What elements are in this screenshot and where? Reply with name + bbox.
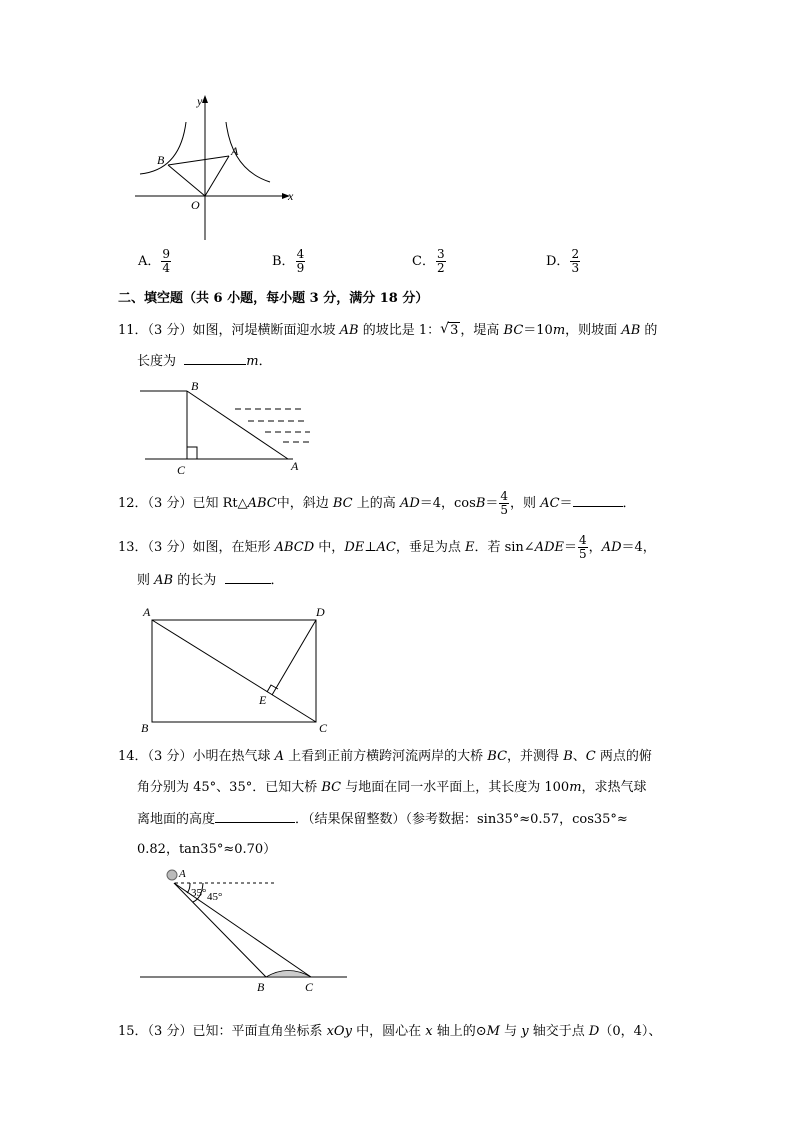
q14-answer-blank[interactable] bbox=[215, 810, 295, 823]
q13-line1: 13．（3 分）如图，在矩形 ABCD 中，DE⊥AC，垂足为点 E．若 sin∠ADE＝ $\frac{4}{5}$ ，AD＝4， bbox=[118, 533, 656, 561]
q10-option-a[interactable]: A． $\frac{9}{4}$ bbox=[138, 247, 171, 275]
q13-figure bbox=[135, 600, 335, 736]
label-e: E bbox=[259, 693, 267, 707]
label-c: C bbox=[177, 463, 186, 477]
q11-figure bbox=[135, 374, 325, 478]
q15-line1: 15．（3 分）已知：平面直角坐标系 xOy 中，圆心在 x 轴上的⊙M 与 y 轴交于点 D（0，4）、 bbox=[118, 1024, 662, 1039]
balloon bbox=[167, 870, 177, 880]
label-a: A bbox=[291, 459, 299, 473]
label-x: x bbox=[288, 189, 294, 203]
y-axis-arrow bbox=[202, 95, 208, 103]
sqrt-3: √ 3 bbox=[440, 321, 459, 338]
segment-ao bbox=[205, 156, 229, 196]
q14-figure bbox=[135, 864, 355, 996]
q12-line: 12．（3 分）已知 Rt△ABC中，斜边 BC 上的高 AD＝4，cosB＝ $\frac{4}{5}$ ，则 AC＝ ． bbox=[118, 489, 636, 517]
right-angle-mark bbox=[187, 447, 197, 459]
label-c: C bbox=[319, 721, 328, 735]
label-y: y bbox=[197, 94, 203, 108]
q10-option-d[interactable]: D． $\frac{2}{3}$ bbox=[546, 247, 580, 275]
label-a: A bbox=[143, 605, 151, 619]
label-b: B bbox=[257, 980, 265, 994]
q11-line2: 长度为 m． bbox=[137, 354, 272, 369]
label-o: O bbox=[191, 198, 200, 212]
q12-answer-blank[interactable] bbox=[573, 494, 623, 507]
label-b: B bbox=[157, 153, 165, 167]
label-a: A bbox=[179, 868, 186, 880]
label-a: A bbox=[231, 144, 239, 158]
segment-de bbox=[272, 620, 316, 695]
q14-line3: 离地面的高度 ．（结果保留整数）（参考数据：sin35°≈0.57，cos35°≈ bbox=[137, 812, 628, 827]
label-35: 35° bbox=[191, 887, 207, 899]
right-angle-mark bbox=[267, 685, 278, 692]
segment-bo bbox=[168, 165, 205, 196]
q11-answer-blank[interactable] bbox=[184, 352, 246, 365]
label-b: B bbox=[191, 379, 199, 393]
q10-figure bbox=[130, 92, 300, 244]
q14-line1: 14．（3 分）小明在热气球 A 上看到正前方横跨河流两岸的大桥 BC，并测得 B、C 两点的俯 bbox=[118, 749, 652, 764]
diagonal-ac bbox=[152, 620, 316, 722]
slope-ab bbox=[187, 391, 288, 459]
q13-line2: 则 AB 的长为 ． bbox=[137, 573, 284, 588]
label-b: B bbox=[141, 721, 149, 735]
q13-answer-blank[interactable] bbox=[225, 571, 271, 584]
q10-option-b[interactable]: B． $\frac{4}{9}$ bbox=[272, 247, 305, 275]
label-c: C bbox=[305, 980, 314, 994]
river-hatch bbox=[266, 971, 311, 978]
label-d: D bbox=[316, 605, 325, 619]
angle-arc-35 bbox=[187, 883, 190, 893]
q14-line2: 角分别为 45°、35°．已知大桥 BC 与地面在同一水平面上，其长度为 100m，求热气球 bbox=[137, 780, 647, 795]
q11-line1: 11．（3 分）如图，河堤横断面迎水坡 AB 的坡比是 1： √ 3 ，堤高 BC＝10m，则坡面 AB 的 bbox=[118, 321, 658, 338]
label-45: 45° bbox=[207, 891, 223, 903]
q10-option-c[interactable]: C． $\frac{3}{2}$ bbox=[412, 247, 445, 275]
section-2-title: 二、填空题（共 6 小题，每小题 3 分，满分 18 分） bbox=[118, 291, 429, 306]
q14-line4: 0.82，tan35°≈0.70） bbox=[137, 842, 277, 857]
segment-ab bbox=[168, 156, 229, 165]
